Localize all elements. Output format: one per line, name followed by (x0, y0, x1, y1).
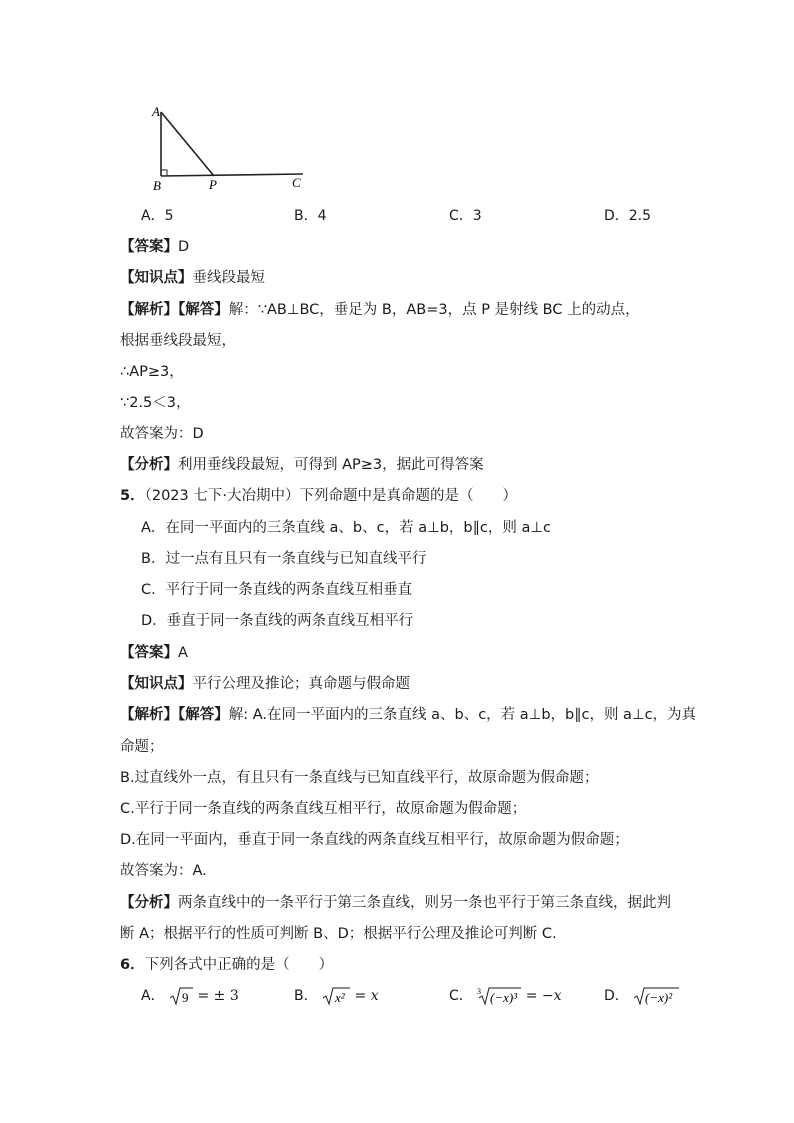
question-stem: （2023 七下·大冶期中）下列命题中是真命题的是（ ） (144, 488, 517, 504)
q5-option-d: D．垂直于同一条直线的两条直线互相平行 (141, 613, 414, 629)
q4-option-d: D．2.5 (604, 208, 652, 224)
question-number: 5． (120, 488, 145, 504)
answer-tag: 【答案】 (120, 645, 178, 661)
q4-fenxi-line (120, 455, 484, 475)
question-stem: 下列各式中正确的是（ ） (144, 957, 334, 973)
q4-analysis-line-5: 故答案为：D (120, 426, 204, 442)
radicand: x² (335, 990, 345, 1005)
q4-answer-line (120, 237, 189, 257)
answer-value: D (178, 239, 190, 255)
radicand: (−x)³ (490, 990, 518, 1005)
analysis-tag: 【解析】【解答】 (120, 707, 229, 723)
sqrt-expression (169, 985, 193, 1007)
fenxi-text: 两条直线中的一条平行于第三条直线，则另一条也平行于第三条直线，据此判 (178, 895, 671, 911)
q5-option-b: B．过一点有且只有一条直线与已知直线平行 (141, 551, 427, 567)
ray-bc (161, 174, 303, 176)
option-letter: A． (141, 988, 165, 1004)
q5-answer-line (120, 643, 188, 663)
label-c: C (292, 175, 301, 190)
radicand: (−x)² (645, 990, 673, 1005)
q5-analysis-line-2: 命题； (120, 739, 164, 755)
knowledge-value: 平行公理及推论；真命题与假命题 (192, 676, 410, 692)
segment-ap (161, 112, 214, 176)
q4-analysis-line-1 (120, 300, 640, 320)
label-p: P (209, 177, 217, 192)
knowledge-value: 垂线段最短 (192, 270, 265, 286)
q5-analysis-line-3: B.过直线外一点，有且只有一条直线与已知直线平行，故原命题为假命题； (120, 770, 599, 786)
q6-option-a (141, 985, 239, 1007)
q5-stem (120, 486, 517, 506)
knowledge-tag: 【知识点】 (120, 676, 193, 692)
q6-option-d (604, 985, 679, 1007)
rhs: = x (354, 988, 379, 1004)
q6-stem (120, 955, 333, 975)
q4-knowledge-line (120, 268, 265, 288)
q4-analysis-line-4: ∵2.5＜3， (120, 395, 191, 411)
answer-tag: 【答案】 (120, 239, 178, 255)
q5-fenxi-line-2: 断 A；根据平行的性质可判断 B、D；根据平行公理及推论可判断 C. (120, 926, 557, 942)
q5-analysis-line-5: D.在同一平面内，垂直于同一条直线的两条直线互相平行，故原命题为假命题； (120, 832, 629, 848)
sqrt-expression (322, 985, 350, 1007)
q4-analysis-line-3: ∴AP≥3， (120, 364, 184, 380)
q4-option-c: C．3 (449, 208, 482, 224)
analysis-text: 解: A.在同一平面内的三条直线 a、b、c，若 a⊥b，b∥c，则 a⊥c，为真 (228, 707, 697, 723)
rhs: = −x (525, 988, 562, 1004)
analysis-tag: 【解析】【解答】 (120, 302, 229, 318)
root-index: 3 (477, 987, 482, 996)
q4-option-a: A．5 (141, 208, 174, 224)
sqrt-expression (633, 985, 679, 1007)
q5-knowledge-line (120, 674, 410, 694)
q6-option-b (294, 985, 379, 1007)
label-b: B (153, 178, 161, 193)
answer-value: A (178, 645, 188, 661)
q5-analysis-line-1 (120, 705, 696, 725)
label-a: A (152, 104, 160, 119)
rhs: = ± 3 (197, 988, 239, 1004)
knowledge-tag: 【知识点】 (120, 270, 193, 286)
cbrt-expression (477, 985, 521, 1007)
right-angle-mark (161, 170, 167, 176)
geometry-figure (140, 96, 320, 196)
option-letter: D． (604, 988, 629, 1004)
fenxi-text: 利用垂线段最短，可得到 AP≥3，据此可得答案 (178, 457, 484, 473)
fenxi-tag: 【分析】 (120, 457, 178, 473)
analysis-text: 解：∵AB⊥BC，垂足为 B，AB=3，点 P 是射线 BC 上的动点， (228, 302, 640, 318)
option-letter: C． (449, 988, 473, 1004)
q5-analysis-line-4: C.平行于同一条直线的两条直线互相平行，故原命题为假命题； (120, 801, 527, 817)
q5-option-c: C．平行于同一条直线的两条直线互相垂直 (141, 582, 413, 598)
question-number: 6． (120, 957, 145, 973)
q6-option-c (449, 985, 562, 1007)
q5-analysis-line-6: 故答案为：A. (120, 863, 207, 879)
q4-analysis-line-2: 根据垂线段最短， (120, 333, 236, 349)
q5-option-a: A．在同一平面内的三条直线 a、b、c，若 a⊥b，b∥c，则 a⊥c (141, 520, 551, 536)
radicand: 9 (182, 990, 189, 1005)
fenxi-tag: 【分析】 (120, 895, 178, 911)
option-letter: B． (294, 988, 318, 1004)
q4-option-b: B．4 (294, 208, 327, 224)
q5-fenxi-line-1 (120, 893, 671, 913)
